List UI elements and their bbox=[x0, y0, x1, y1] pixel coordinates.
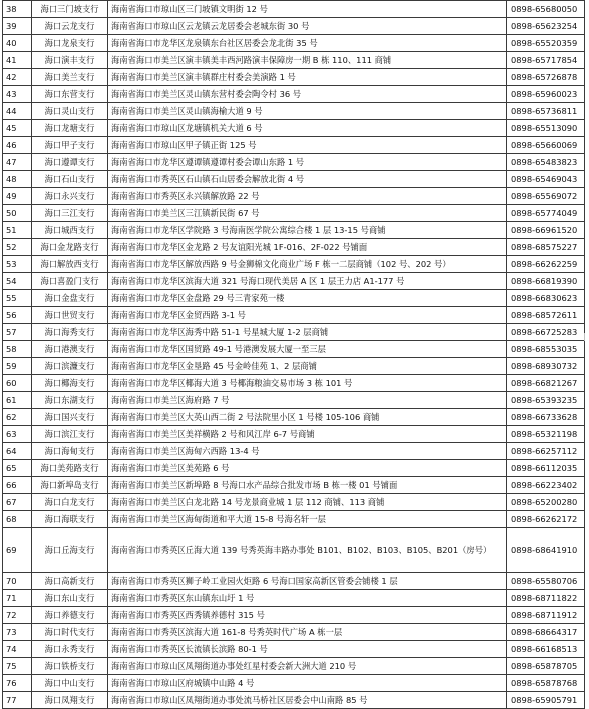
table-row bbox=[3, 460, 585, 477]
table-row bbox=[3, 528, 585, 573]
row-number: 51 bbox=[3, 222, 32, 239]
branch-name: 海口东湖支行 bbox=[32, 392, 108, 409]
branch-phone: 0898-65483823 bbox=[507, 154, 585, 171]
row-number: 60 bbox=[3, 375, 32, 392]
branch-phone: 0898-65726878 bbox=[507, 69, 585, 86]
table-row bbox=[3, 205, 585, 222]
table-row bbox=[3, 239, 585, 256]
branch-phone: 0898-65569072 bbox=[507, 188, 585, 205]
table-row bbox=[3, 290, 585, 307]
table-row bbox=[3, 392, 585, 409]
row-number: 55 bbox=[3, 290, 32, 307]
branch-address: 海南省海口市秀英区东山镇东山圩 1 号 bbox=[108, 590, 507, 607]
row-number: 54 bbox=[3, 273, 32, 290]
row-number: 48 bbox=[3, 171, 32, 188]
branch-address: 海南省海口市龙华区国贸路 49-1 号港澳发展大厦一至三层 bbox=[108, 341, 507, 358]
branch-address: 海南省海口市琼山区龙塘镇机关大道 6 号 bbox=[108, 120, 507, 137]
branch-address: 海南省海口市龙华区学院路 3 号海南医学院公寓综合楼 1 层 13-15 号商铺 bbox=[108, 222, 507, 239]
branch-address: 海南省海口市龙华区海秀中路 51-1 号星城大厦 1-2 层商铺 bbox=[108, 324, 507, 341]
branch-name: 海口演丰支行 bbox=[32, 52, 108, 69]
table-row bbox=[3, 256, 585, 273]
table-row bbox=[3, 477, 585, 494]
branch-phone: 0898-65905791 bbox=[507, 692, 585, 709]
branch-name: 海口石山支行 bbox=[32, 171, 108, 188]
row-number: 53 bbox=[3, 256, 32, 273]
row-number: 59 bbox=[3, 358, 32, 375]
branch-phone: 0898-68575227 bbox=[507, 239, 585, 256]
branch-address: 海南省海口市琼山区凤翔街道办事处红星村委会新大洲大道 210 号 bbox=[108, 658, 507, 675]
branch-name: 海口美苑路支行 bbox=[32, 460, 108, 477]
branch-name: 海口东山支行 bbox=[32, 590, 108, 607]
table-row bbox=[3, 1, 585, 18]
branch-address: 海南省海口市美兰区演丰镇美丰西河路演丰保障房一期 B 栋 110、111 商铺 bbox=[108, 52, 507, 69]
branch-name: 海口金龙路支行 bbox=[32, 239, 108, 256]
branch-name: 海口喜盈门支行 bbox=[32, 273, 108, 290]
branch-name: 海口滨江支行 bbox=[32, 426, 108, 443]
table-row bbox=[3, 358, 585, 375]
branch-address: 海南省海口市龙华区解放西路 9 号金狮棉文化商业广场 F 栋一二层商铺（102 号、202 号） bbox=[108, 256, 507, 273]
branch-phone: 0898-65513090 bbox=[507, 120, 585, 137]
table-row bbox=[3, 171, 585, 188]
table-row bbox=[3, 443, 585, 460]
branch-phone: 0898-65469043 bbox=[507, 171, 585, 188]
branch-name: 海口甲子支行 bbox=[32, 137, 108, 154]
row-number: 39 bbox=[3, 18, 32, 35]
row-number: 64 bbox=[3, 443, 32, 460]
table-row bbox=[3, 273, 585, 290]
branch-phone: 0898-65680050 bbox=[507, 1, 585, 18]
row-number: 66 bbox=[3, 477, 32, 494]
branch-phone: 0898-65580706 bbox=[507, 573, 585, 590]
branch-name: 海口城西支行 bbox=[32, 222, 108, 239]
branch-name: 海口三门坡支行 bbox=[32, 1, 108, 18]
branch-address: 海南省海口市秀英区西秀镇养德村 315 号 bbox=[108, 607, 507, 624]
branch-name: 海口永兴支行 bbox=[32, 188, 108, 205]
branch-phone: 0898-65623254 bbox=[507, 18, 585, 35]
table-row bbox=[3, 590, 585, 607]
branch-phone: 0898-65321198 bbox=[507, 426, 585, 443]
row-number: 70 bbox=[3, 573, 32, 590]
row-number: 41 bbox=[3, 52, 32, 69]
row-number: 69 bbox=[3, 528, 32, 573]
row-number: 61 bbox=[3, 392, 32, 409]
branch-address: 海南省海口市美兰区海甸六西路 13-4 号 bbox=[108, 443, 507, 460]
branch-phone: 0898-66262259 bbox=[507, 256, 585, 273]
row-number: 44 bbox=[3, 103, 32, 120]
table-row bbox=[3, 624, 585, 641]
branch-address: 海南省海口市琼山区府城镇中山路 4 号 bbox=[108, 675, 507, 692]
row-number: 52 bbox=[3, 239, 32, 256]
branch-name: 海口港澳支行 bbox=[32, 341, 108, 358]
branch-name: 海口铁桥支行 bbox=[32, 658, 108, 675]
branch-phone: 0898-66257112 bbox=[507, 443, 585, 460]
branch-name: 海口龙泉支行 bbox=[32, 35, 108, 52]
branch-name: 海口海联支行 bbox=[32, 511, 108, 528]
table-row bbox=[3, 692, 585, 709]
table-row bbox=[3, 375, 585, 392]
branch-address: 海南省海口市美兰区美祥横路 2 号和风江岸 6-7 号商铺 bbox=[108, 426, 507, 443]
branch-phone: 0898-68930732 bbox=[507, 358, 585, 375]
branch-name: 海口美兰支行 bbox=[32, 69, 108, 86]
branch-phone: 0898-66961520 bbox=[507, 222, 585, 239]
table-row bbox=[3, 307, 585, 324]
table-row bbox=[3, 188, 585, 205]
row-number: 57 bbox=[3, 324, 32, 341]
branch-address: 海南省海口市秀英区滨海大道 161-8 号秀英时代广场 A 栋一层 bbox=[108, 624, 507, 641]
row-number: 71 bbox=[3, 590, 32, 607]
branch-address: 海南省海口市龙华区金垦路 45 号金岭佳苑 1、2 层商铺 bbox=[108, 358, 507, 375]
branch-phone: 0898-68664317 bbox=[507, 624, 585, 641]
branch-name: 海口海秀支行 bbox=[32, 324, 108, 341]
row-number: 47 bbox=[3, 154, 32, 171]
row-number: 63 bbox=[3, 426, 32, 443]
branch-name: 海口灵山支行 bbox=[32, 103, 108, 120]
branch-phone: 0898-66112035 bbox=[507, 460, 585, 477]
branch-name: 海口丘海支行 bbox=[32, 528, 108, 573]
branch-address: 海南省海口市龙华区滨海大道 321 号海口现代美居 A 区 1 层王力店 A1-177 号 bbox=[108, 273, 507, 290]
row-number: 58 bbox=[3, 341, 32, 358]
row-number: 43 bbox=[3, 86, 32, 103]
branch-address: 海南省海口市琼山区三门坡镇文明街 12 号 bbox=[108, 1, 507, 18]
branch-name: 海口龙塘支行 bbox=[32, 120, 108, 137]
branch-address: 海南省海口市美兰区新埠路 8 号海口水产品综合批发市场 B 栋一楼 01 号铺面 bbox=[108, 477, 507, 494]
table-row bbox=[3, 103, 585, 120]
row-number: 77 bbox=[3, 692, 32, 709]
row-number: 45 bbox=[3, 120, 32, 137]
row-number: 40 bbox=[3, 35, 32, 52]
table-row bbox=[3, 409, 585, 426]
table-row bbox=[3, 607, 585, 624]
table-row bbox=[3, 154, 585, 171]
branch-address: 海南省海口市美兰区演丰镇群庄村委会美演路 1 号 bbox=[108, 69, 507, 86]
table-row bbox=[3, 137, 585, 154]
table-row bbox=[3, 120, 585, 137]
branch-name: 海口解放西支行 bbox=[32, 256, 108, 273]
branch-name: 海口滨濂支行 bbox=[32, 358, 108, 375]
branch-name: 海口永秀支行 bbox=[32, 641, 108, 658]
branch-address: 海南省海口市秀英区狮子岭工业园火炬路 6 号海口国家高新区管委会铺楼 1 层 bbox=[108, 573, 507, 590]
row-number: 75 bbox=[3, 658, 32, 675]
branch-name: 海口海甸支行 bbox=[32, 443, 108, 460]
branch-name: 海口中山支行 bbox=[32, 675, 108, 692]
row-number: 67 bbox=[3, 494, 32, 511]
branch-name: 海口国兴支行 bbox=[32, 409, 108, 426]
branch-phone: 0898-66830623 bbox=[507, 290, 585, 307]
branch-address: 海南省海口市美兰区灵山镇东营村委会陶令村 36 号 bbox=[108, 86, 507, 103]
branch-phone: 0898-66819390 bbox=[507, 273, 585, 290]
branch-phone: 0898-66725283 bbox=[507, 324, 585, 341]
edge-mark bbox=[584, 333, 589, 341]
row-number: 65 bbox=[3, 460, 32, 477]
branch-address: 海南省海口市秀英区石山镇石山居委会解放北街 4 号 bbox=[108, 171, 507, 188]
branch-address: 海南省海口市美兰区白龙北路 14 号龙景商业城 1 层 112 商铺、113 商铺 bbox=[108, 494, 507, 511]
table-row bbox=[3, 675, 585, 692]
branch-address: 海南省海口市秀英区丘海大道 139 号秀英海丰路办事处 B101、B102、B103、B105、B201（房号） bbox=[108, 528, 507, 573]
branch-address: 海南省海口市美兰区三江镇新民街 67 号 bbox=[108, 205, 507, 222]
table-row bbox=[3, 35, 585, 52]
branch-phone: 0898-65660069 bbox=[507, 137, 585, 154]
table-row bbox=[3, 69, 585, 86]
branch-phone: 0898-66733628 bbox=[507, 409, 585, 426]
branch-name: 海口遵谭支行 bbox=[32, 154, 108, 171]
table-row bbox=[3, 222, 585, 239]
branch-address: 海南省海口市龙华区椰海大道 3 号椰海粮油交易市场 3 栋 101 号 bbox=[108, 375, 507, 392]
table-row bbox=[3, 658, 585, 675]
branch-phone: 0898-65520359 bbox=[507, 35, 585, 52]
branch-phone: 0898-66168513 bbox=[507, 641, 585, 658]
branch-address: 海南省海口市琼山区云龙镇云龙居委会老城东街 30 号 bbox=[108, 18, 507, 35]
branch-name: 海口世贸支行 bbox=[32, 307, 108, 324]
branch-name: 海口时代支行 bbox=[32, 624, 108, 641]
branch-address: 海南省海口市琼山区甲子镇正街 125 号 bbox=[108, 137, 507, 154]
branch-phone: 0898-68711912 bbox=[507, 607, 585, 624]
table-row bbox=[3, 52, 585, 69]
branch-phone: 0898-66262172 bbox=[507, 511, 585, 528]
row-number: 38 bbox=[3, 1, 32, 18]
row-number: 49 bbox=[3, 188, 32, 205]
branch-name: 海口东营支行 bbox=[32, 86, 108, 103]
branch-phone: 0898-65878768 bbox=[507, 675, 585, 692]
branch-phone: 0898-65393235 bbox=[507, 392, 585, 409]
branch-address: 海南省海口市秀英区长流镇长滨路 80-1 号 bbox=[108, 641, 507, 658]
row-number: 68 bbox=[3, 511, 32, 528]
table-row bbox=[3, 511, 585, 528]
table-row bbox=[3, 494, 585, 511]
branch-name: 海口新埠岛支行 bbox=[32, 477, 108, 494]
branch-address: 海南省海口市龙华区金龙路 2 号友谊阳光城 1F-016、2F-022 号铺面 bbox=[108, 239, 507, 256]
branch-address: 海南省海口市琼山区凤翔街道办事处流马桥社区居委会中山南路 85 号 bbox=[108, 692, 507, 709]
row-number: 74 bbox=[3, 641, 32, 658]
branch-name: 海口养德支行 bbox=[32, 607, 108, 624]
branch-phone: 0898-66821267 bbox=[507, 375, 585, 392]
branch-phone: 0898-65774049 bbox=[507, 205, 585, 222]
branch-address: 海南省海口市龙华区金盘路 29 号三青家苑一楼 bbox=[108, 290, 507, 307]
row-number: 50 bbox=[3, 205, 32, 222]
branch-phone: 0898-65717854 bbox=[507, 52, 585, 69]
branch-phone: 0898-68641910 bbox=[507, 528, 585, 573]
branch-phone: 0898-68711822 bbox=[507, 590, 585, 607]
branch-address: 海南省海口市美兰区美苑路 6 号 bbox=[108, 460, 507, 477]
branch-name: 海口高新支行 bbox=[32, 573, 108, 590]
table-row bbox=[3, 324, 585, 341]
branch-address: 海南省海口市龙华区龙泉镇东台社区居委会龙北街 35 号 bbox=[108, 35, 507, 52]
table-row bbox=[3, 426, 585, 443]
branch-name: 海口白龙支行 bbox=[32, 494, 108, 511]
row-number: 72 bbox=[3, 607, 32, 624]
row-number: 56 bbox=[3, 307, 32, 324]
branch-phone: 0898-66223402 bbox=[507, 477, 585, 494]
branch-table-body bbox=[3, 1, 585, 709]
branch-phone: 0898-65200280 bbox=[507, 494, 585, 511]
branch-phone: 0898-68553035 bbox=[507, 341, 585, 358]
table-row bbox=[3, 18, 585, 35]
branch-address: 海南省海口市秀英区永兴镇解放路 22 号 bbox=[108, 188, 507, 205]
row-number: 76 bbox=[3, 675, 32, 692]
branch-address: 海南省海口市龙华区金贸西路 3-1 号 bbox=[108, 307, 507, 324]
branch-address: 海南省海口市龙华区遵谭镇遵谭村委会谭山东路 1 号 bbox=[108, 154, 507, 171]
branch-name: 海口椰海支行 bbox=[32, 375, 108, 392]
branch-address: 海南省海口市美兰区海府路 7 号 bbox=[108, 392, 507, 409]
row-number: 46 bbox=[3, 137, 32, 154]
branch-name: 海口三江支行 bbox=[32, 205, 108, 222]
branch-name: 海口凤翔支行 bbox=[32, 692, 108, 709]
table-row bbox=[3, 86, 585, 103]
table-row bbox=[3, 573, 585, 590]
branch-address: 海南省海口市美兰区灵山镇海榆大道 9 号 bbox=[108, 103, 507, 120]
branch-phone: 0898-65878705 bbox=[507, 658, 585, 675]
branch-address: 海南省海口市美兰区大英山西二街 2 号法院里小区 1 号楼 105-106 商铺 bbox=[108, 409, 507, 426]
branch-table bbox=[2, 0, 585, 709]
row-number: 62 bbox=[3, 409, 32, 426]
row-number: 73 bbox=[3, 624, 32, 641]
branch-phone: 0898-65960023 bbox=[507, 86, 585, 103]
branch-name: 海口金盘支行 bbox=[32, 290, 108, 307]
branch-address: 海南省海口市美兰区海甸街道和平大道 15-8 号海名轩一层 bbox=[108, 511, 507, 528]
table-row bbox=[3, 341, 585, 358]
branch-phone: 0898-68572611 bbox=[507, 307, 585, 324]
branch-name: 海口云龙支行 bbox=[32, 18, 108, 35]
row-number: 42 bbox=[3, 69, 32, 86]
branch-phone: 0898-65736811 bbox=[507, 103, 585, 120]
table-row bbox=[3, 641, 585, 658]
